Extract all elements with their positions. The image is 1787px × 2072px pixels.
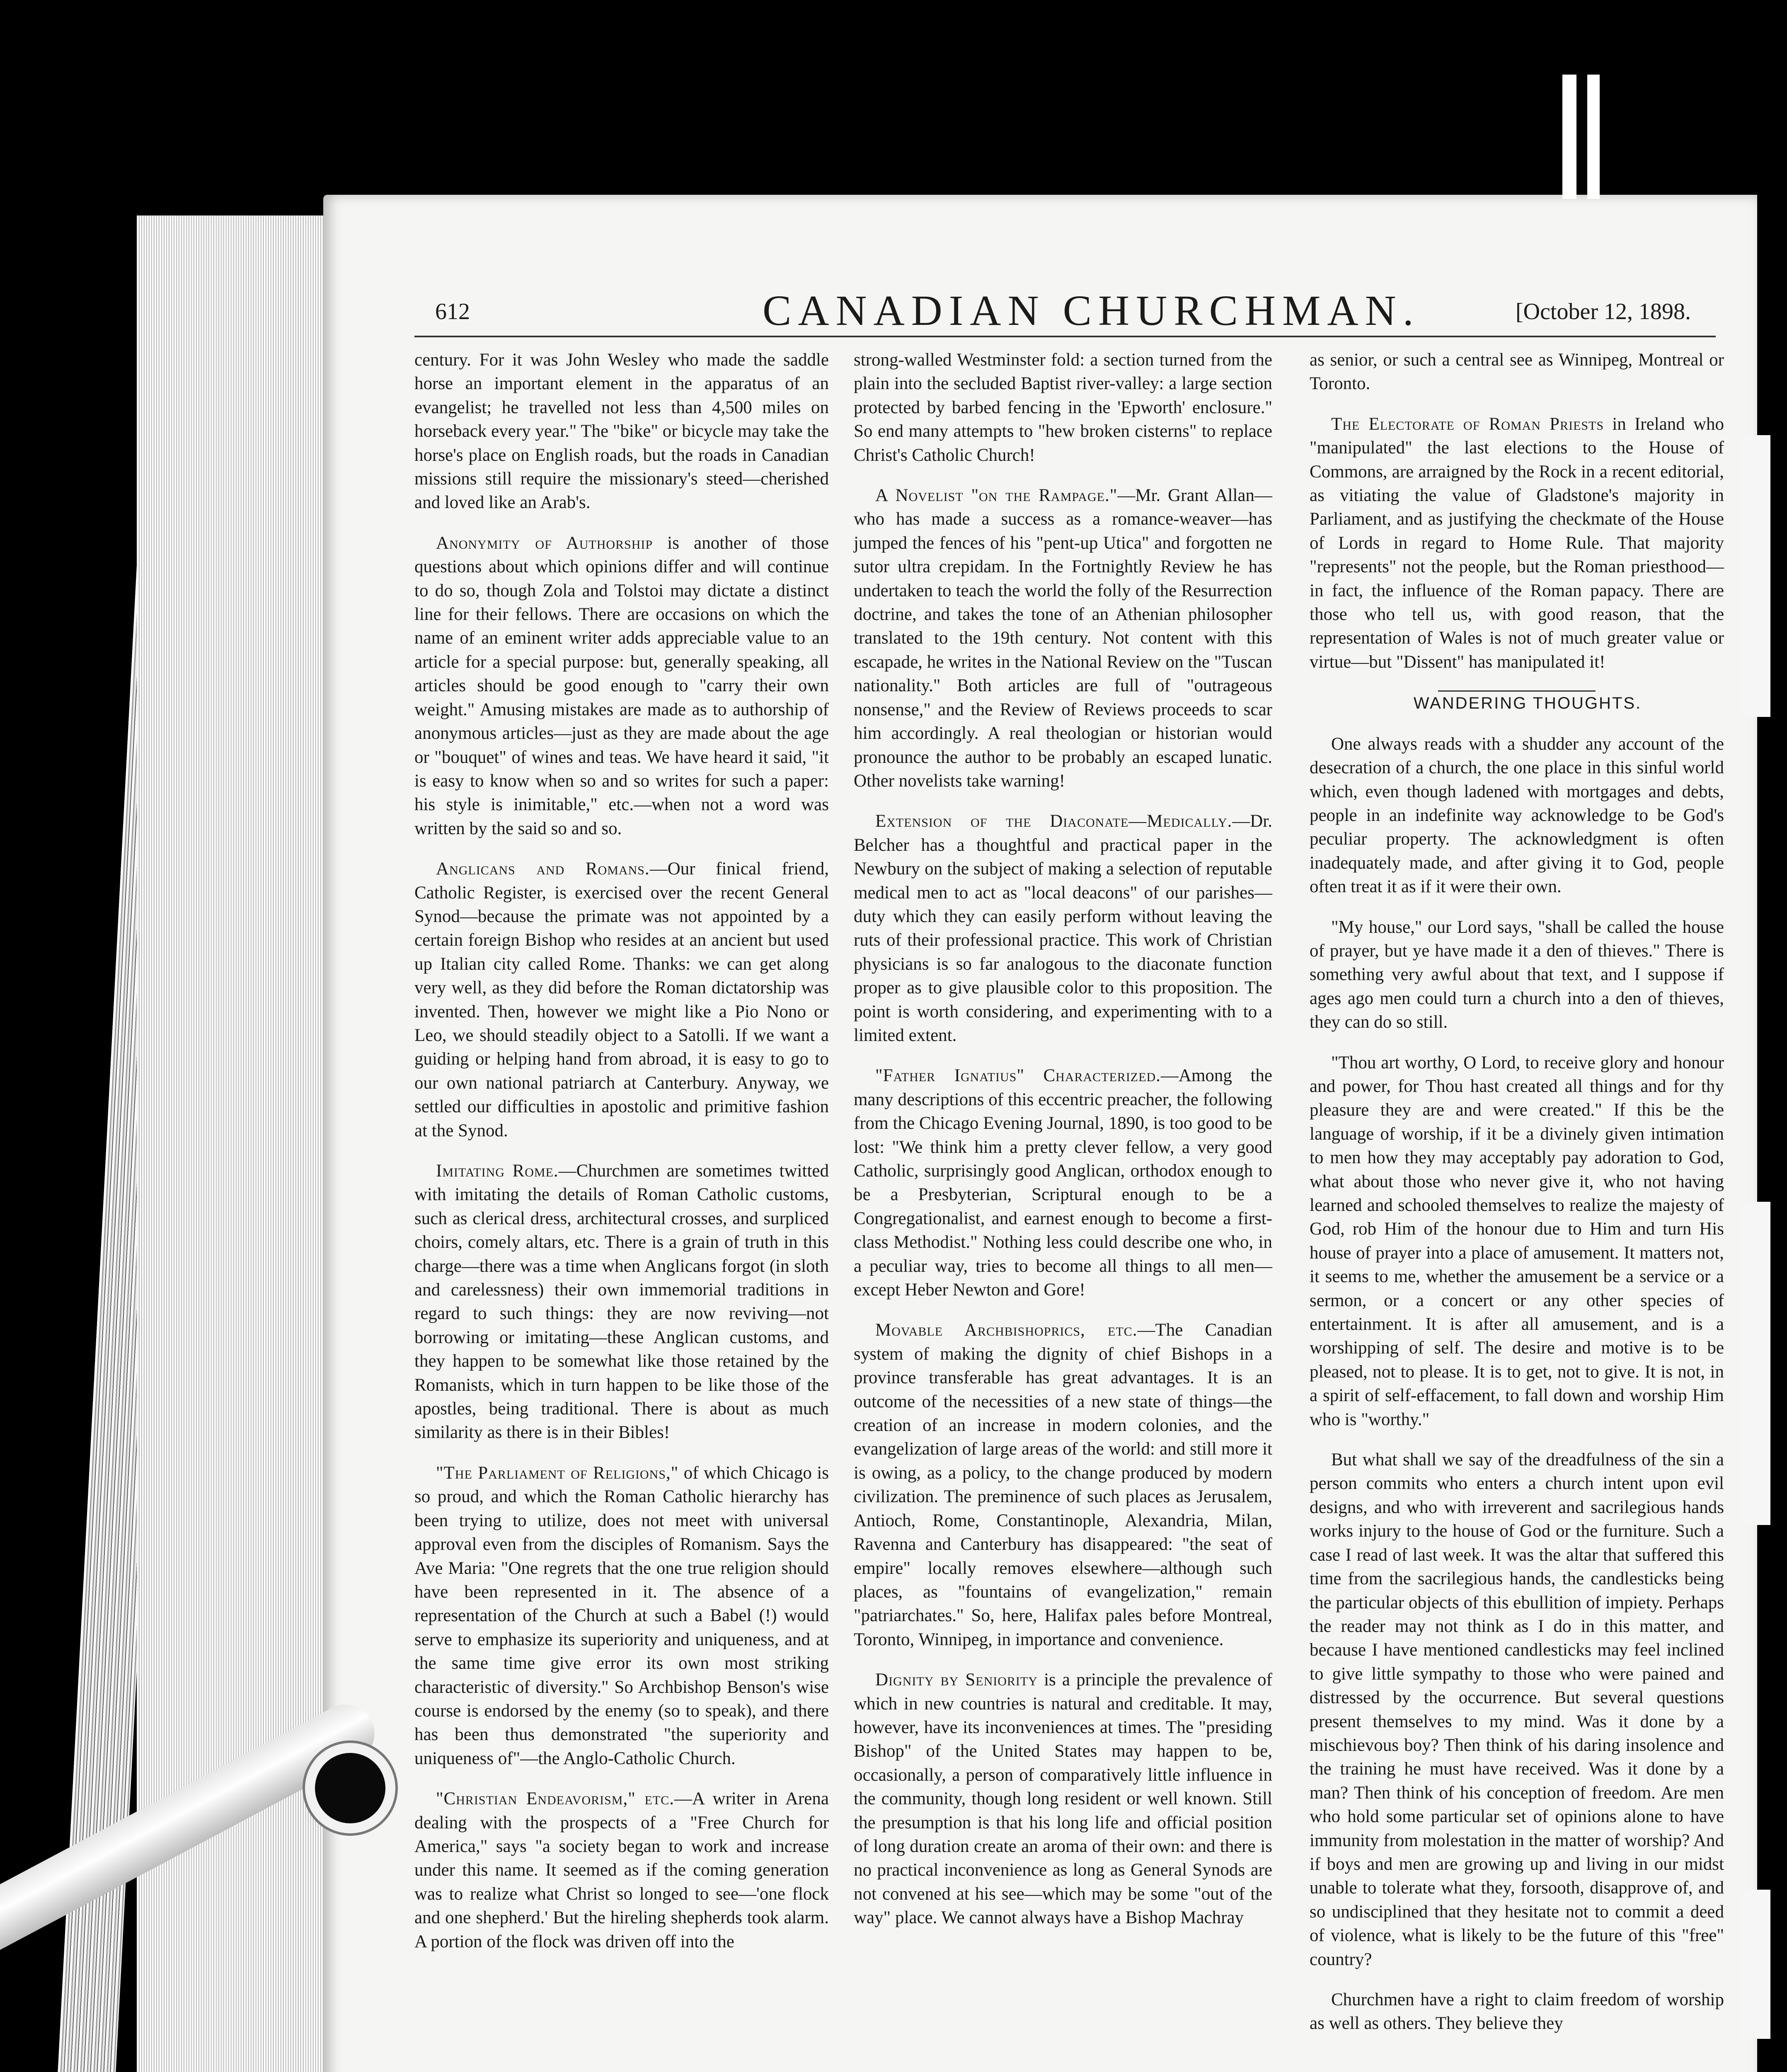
page-tab-lower	[1739, 1890, 1770, 2039]
running-head	[435, 286, 1691, 336]
paragraph: "The Parliament of Religions," of which Chicago is so proud, and which the Roman Catholic hierarchy has been trying to utilize, does not meet with universal approval even from the disciples of Romanism. Says the Ave Maria: "One regrets that the one true religion should have been represented in it. The absence of a representation of the Church at such a Babel (!) would serve to emphasize its superiority and uniqueness, and at the same time give error its own most striking characteristic of diversity." So Archbishop Benson's wise course is endorsed by the enemy (so to speak), and there has been thus demonstrated "the superiority and uniqueness of"—the Anglo-Catholic Church.	[414, 1463, 829, 1768]
paragraph-heading: A Novelist "on the Rampage."	[875, 486, 1118, 506]
paragraph-heading: "Father Ignatius" Characterized.	[875, 1066, 1161, 1086]
pen-tip	[315, 1753, 385, 1823]
paragraph: But what shall we say of the dreadfulness of the sin a person commits who enters a church intent upon evil designs, and who with irreverent and sacrilegious hands works injury to the house of God or the furniture. Such a case I read of last week. It was the altar that suffered this time from the sacrilegious hands, the candlesticks being the particular objects of this ebullition of impiety. Perhaps the reader may not think as I do in this matter, and because I have mentioned candlesticks may feel inclined to give little sympathy to those who were pained and distressed by the occurrence. But several questions present themselves to my mind. Was it done by a mischievous boy? Then think of his daring insolence and the training he must have received. Was it done by a man? Then think of his conception of freedom. Are men who hold some particular set of opinions alone to have immunity from molestation in the matter of worship? And if boys and men are growing up and living in our midst unable to tolerate what they, forsooth, disapprove of, and so undisciplined that they hesitate not to commit a deed of violence, what is likely to be the future of this "free" country?	[1310, 1450, 1724, 1969]
paragraph-heading: "The Parliament of Religions,"	[436, 1463, 679, 1483]
paragraph: Anonymity of Authorship is another of those questions about which opinions differ and will continue to do so, though Zola and Tolstoi may dictate a distinct line for their fellows. There are occasions on which the name of an eminent writer adds appreciable value to an article for a special purpose: but, generally speaking, all articles should be good enough to "carry their own weight." Amusing mistakes are made as to authorship of anonymous articles—just as they are made about the age or "bouquet" of wines and teas. We have heard it said, "it is easy to know when so and so writes for such a paper: his style is inimitable," etc.—when not a word was written by the said so and so.	[414, 533, 829, 838]
journal-title: CANADIAN CHURCHMAN.	[763, 287, 1420, 334]
paragraph-heading: The Electorate of Roman Priests	[1331, 414, 1604, 434]
paragraph: "Father Ignatius" Characterized.—Among the many descriptions of this eccentric preacher, the following from the Chicago Evening Journal, 1890, is too good to be lost: "We think him a pretty clever fellow, a very good Catholic, surprisingly good Anglican, orthodox enough to be a Presbyterian, Scriptural enough to be a Congregationalist, and earnest enough to become a first-class Methodist." Nothing less could describe one who, in a peculiar way, tries to become all things to all men—except Heber Newton and Gore!	[854, 1066, 1272, 1300]
paragraph: Extension of the Diaconate—Medically.—Dr. Belcher has a thoughtful and practical paper in the Newbury on the subject of making a selection of reputable medical men to act as "local deacons" of our parishes—duty which they can easily perform without leaving the ruts of their professional practice. This work of Christian physicians is so far analogous to the diaconate function proper as to give plausible color to this proposition. The point is worth considering, and experimenting with to a limited extent.	[854, 811, 1272, 1045]
paragraph-heading: Dignity by Seniority	[875, 1670, 1038, 1690]
paragraph-heading: Anglicans and Romans.	[436, 859, 650, 879]
paragraph: as senior, or such a central see as Winnipeg, Montreal or Toronto.	[1310, 350, 1724, 394]
paragraph: One always reads with a shudder any account of the desecration of a church, the one place in this sinful world which, even though ladened with mortgages and debts, people in an indefinite way acknowledge to be God's peculiar property. The acknowledgment is often inadequately made, and after giving it to God, people often treat it as if it were their own.	[1310, 734, 1724, 897]
scan-marker-top	[1562, 75, 1576, 199]
paragraph-heading: Movable Archbishoprics, etc.	[875, 1320, 1138, 1340]
paragraph: Dignity by Seniority is a principle the prevalence of which in new countries is natural and creditable. It may, however, have its inconveniences at times. The "presiding Bishop" of the United States may happen to be, occasionally, a person of comparatively little influence in the community, though long resident or well known. Still the presumption is that his long life and official position of long duration create an aroma of their own: and there is no practical inconvenience as long as General Synods are not convened at his see—which may be some "out of the way" place. We cannot always have a Bishop Machray	[854, 1670, 1272, 1928]
paragraph-heading: "Christian Endeavorism," etc.	[436, 1789, 675, 1809]
paragraph: "Christian Endeavorism," etc.—A writer in Arena dealing with the prospects of a "Free Church for America," says "a society began to work and increase under this name. It seemed as if the coming generation was to realize what Christ so longed to see—'one flock and one shepherd.' But the hireling shepherds took alarm. A portion of the flock was driven off into the	[414, 1789, 829, 1951]
paragraph: Movable Archbishoprics, etc.—The Canadian system of making the dignity of chief Bishops in a province transferable has great advantages. It is an outcome of the necessities of a new state of things—the creation of an increase in modern colonies, and the evangelization of large areas of the world: and still more it is owing, as a policy, to the change produced by modern civilization. The preminence of such places as Jerusalem, Antioch, Rome, Constantinople, Alexandria, Milan, Ravenna and Canterbury has disappeared: "the seat of empire" locally removes elsewhere—although such places, as "fountains of evangelization," remain "patriarchates." So, here, Halifax pales before Montreal, Toronto, Winnipeg, in importance and convenience.	[854, 1320, 1272, 1649]
page-tab-upper	[1739, 435, 1770, 717]
paragraph: Churchmen have a right to claim freedom of worship as well as others. They believe they	[1310, 1990, 1724, 2033]
paragraph: The Electorate of Roman Priests in Ireland who "manipulated" the last elections to the House of Commons, are arraigned by the Rock in a recent editorial, as vitiating the value of Gladstone's majority in Parliament, and as justifying the checkmate of the House of Lords in regard to Home Rule. That majority "represents" not the people, but the Roman priesthood—in fact, the influence of the Roman papacy. There are those who tell us, with good reason, that the representation of Wales is not of much greater value or virtue—but "Dissent" has manipulated it!	[1310, 414, 1724, 672]
column-1	[414, 348, 829, 1970]
paragraph-heading: Extension of the Diaconate—Medically.	[875, 811, 1232, 831]
page-tab-middle	[1739, 1202, 1770, 1525]
section-title: WANDERING THOUGHTS.	[1413, 694, 1642, 713]
column-3	[1310, 348, 1724, 2052]
column-2	[854, 348, 1272, 1946]
paragraph-heading: Imitating Rome.	[436, 1161, 559, 1181]
issue-date: [October 12, 1898.	[1515, 299, 1691, 324]
paragraph-heading: Anonymity of Authorship	[436, 533, 653, 553]
paragraph: "Thou art worthy, O Lord, to receive glory and honour and power, for Thou hast created all things and for thy pleasure they are and were created." If this be the language of worship, if it be a divinely given intimation to men how they may acceptably pay adoration to God, what about those who never give it, who not having learned and schooled themselves to realize the majesty of God, rob Him of the honour due to Him and turn His house of prayer into a place of amusement. It matters not, it seems to me, whether the amusement be a service or a sermon, or a concert or any other species of entertainment. It is after all amusement, and is a worshipping of self. The desire and motive is to be pleased, not to please. It is to get, not to give. It is not, in a spirit of self-effacement, to fall down and worship Him who is "worthy."	[1310, 1053, 1724, 1429]
paragraph: "My house," our Lord says, "shall be called the house of prayer, but ye have made it a den of thieves." There is something very awful about that text, and I suppose if ages ago men could turn a church into a den of thieves, they can do so still.	[1310, 917, 1724, 1032]
paragraph: A Novelist "on the Rampage."—Mr. Grant Allan—who has made a success as a romance-weaver—has jumped the fences of his "pent-up Utica" and forgotten ne sutor ultra crepidam. In the Fortnightly Review he has undertaken to teach the world the folly of the Resurrection doctrine, and takes the tone of an Athenian philosopher translated to the 19th century. Not content with this escapade, he writes in the National Review on the "Tuscan nationality." Both articles are full of "outrageous nonsense," and the Review of Reviews proceeds to scar him accordingly. A real theologian or historian would pronounce the author to be probably an escaped lunatic. Other novelists take warning!	[854, 486, 1273, 791]
paragraph: Anglicans and Romans.—Our finical friend, Catholic Register, is exercised over the recent General Synod—because the primate was not appointed by a certain foreign Bishop who resides at an ancient but used up Italian city called Rome. Thanks: we can get along very well, as they did before the Roman dictatorship was invented. Then, however we might like a Pio Nono or Leo, we should steadily object to a Satolli. If we want a guiding or helping hand from abroad, it is easy to go to our own national patriarch at Canterbury. Anyway, we settled our difficulties in apostolic and primitive fashion at the Synod.	[414, 859, 829, 1140]
paragraph: century. For it was John Wesley who made the saddle horse an important element in the apparatus of an evangelist; he travelled not less than 4,500 miles on horseback every year." The "bike" or bicycle may take the horse's place on English roads, but the roads in Canadian missions still require the missionary's steed—cherished and loved like an Arab's.	[414, 350, 829, 513]
paragraph: strong-walled Westminster fold: a section turned from the plain into the secluded Baptist river-valley: a large section protected by barbed fencing in the 'Epworth' enclosure." So end many attempts to "hew broken cisterns" to replace Christ's Catholic Church!	[854, 350, 1272, 465]
scan-marker-top-2	[1587, 75, 1600, 199]
page-number: 612	[435, 299, 470, 324]
header-rule	[414, 336, 1716, 337]
paragraph: Imitating Rome.—Churchmen are sometimes twitted with imitating the details of Roman Catholic customs, such as clerical dress, architectural crosses, and surpliced choirs, comely altars, etc. There is a grain of truth in this charge—there was a time when Anglicans forgot (in sloth and carelessness) their own immemorial traditions in regard to such things: they are now reviving—not borrowing or imitating—these Anglican customs, and they happen to be somewhat like those retained by the Romanists, which in turn happen to be like those of the apostles, being traditional. There is about as much similarity as there is in their Bibles!	[414, 1161, 829, 1443]
